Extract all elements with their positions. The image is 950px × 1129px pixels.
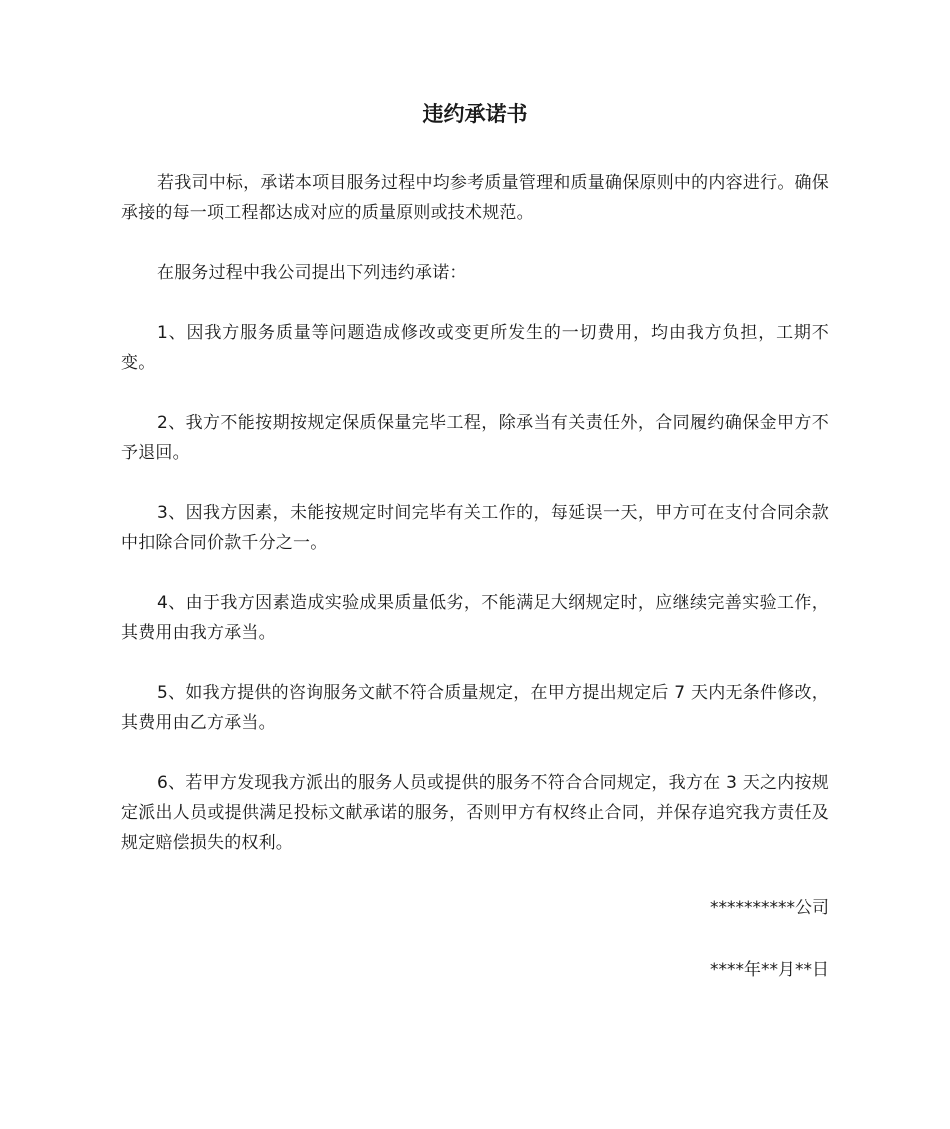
signature-date: ****年**月**日 xyxy=(710,960,829,980)
document-body xyxy=(121,168,829,888)
paragraph-item-4: 4、由于我方因素造成实验成果质量低劣，不能满足大纲规定时，应继续完善实验工作，其费用由我方承当。 xyxy=(121,593,829,643)
paragraph-item-5: 5、如我方提供的咨询服务文献不符合质量规定，在甲方提出规定后 7 天内无条件修改，其费用由乙方承当。 xyxy=(121,683,829,733)
paragraph-item-2: 2、我方不能按期按规定保质保量完毕工程，除承当有关责任外，合同履约确保金甲方不予退回。 xyxy=(121,413,829,463)
paragraph-item-6: 6、若甲方发现我方派出的服务人员或提供的服务不符合合同规定，我方在 3 天之内按规定派出人员或提供满足投标文献承诺的服务，否则甲方有权终止合同，并保存追究我方责任及规定赔偿损失的权利。 xyxy=(121,773,829,853)
paragraph-commitment-lead: 在服务过程中我公司提出下列违约承诺： xyxy=(157,263,467,283)
paragraph-intro: 若我司中标，承诺本项目服务过程中均参考质量管理和质量确保原则中的内容进行。确保承接的每一项工程都达成对应的质量原则或技术规范。 xyxy=(121,173,829,223)
paragraph-item-3: 3、因我方因素，未能按规定时间完毕有关工作的，每延误一天，甲方可在支付合同余款中扣除合同价款千分之一。 xyxy=(121,503,829,553)
signature-company: **********公司 xyxy=(710,898,829,918)
document-title: 违约承诺书 xyxy=(422,102,528,126)
paragraph-item-1: 1、因我方服务质量等问题造成修改或变更所发生的一切费用，均由我方负担，工期不变。 xyxy=(121,323,829,373)
